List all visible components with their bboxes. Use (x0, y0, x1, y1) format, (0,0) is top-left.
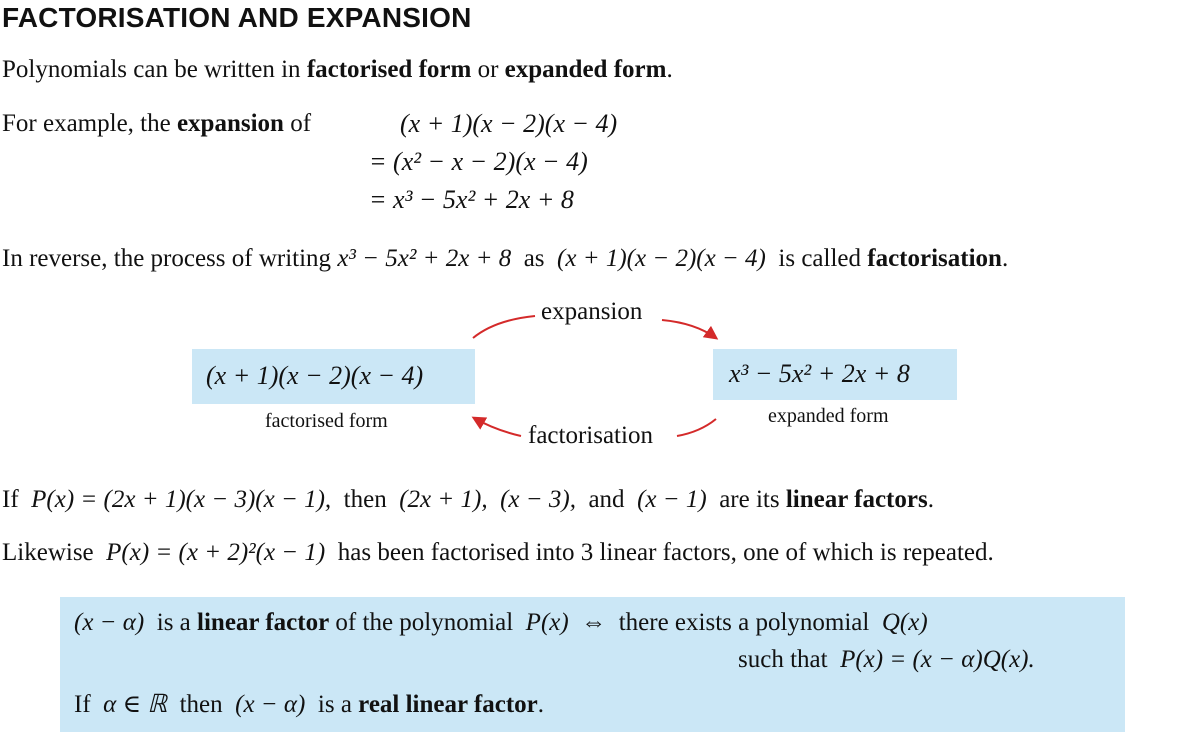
definition-eq: P(x) = (x − α)Q(x). (840, 646, 1035, 673)
definition-bold-real-linear-factor: real linear factor (358, 691, 538, 718)
linear-if: If (2, 486, 19, 513)
linear-factor-2: (x − 3), (500, 486, 576, 513)
expansion-label: expansion (541, 298, 643, 325)
definition-box (60, 597, 1125, 732)
intro-bold-expanded: expanded form (504, 56, 667, 83)
expanded-form-caption: expanded form (768, 405, 889, 427)
expansion-arrow-left-segment (473, 316, 535, 338)
intro-post: . (666, 56, 673, 83)
example-post: of (283, 110, 312, 137)
definition-alpha-in-reals: α ∈ ℝ (103, 691, 168, 718)
definition-is-a-2: is a (317, 691, 359, 718)
factorisation-arrow-icon (474, 418, 521, 436)
reverse-expr-expanded: x³ − 5x² + 2x + 8 (337, 245, 512, 272)
definition-factor: (x − α) (74, 609, 145, 636)
expansion-line-1: (x + 1)(x − 2)(x − 4) (400, 109, 618, 138)
expansion-line-3: = x³ − 5x² + 2x + 8 (369, 185, 574, 214)
reverse-pre: In reverse, the process of writing (2, 245, 338, 272)
linear-are: are its (719, 486, 786, 513)
reverse-called: is called (778, 245, 868, 272)
definition-post: . (537, 691, 544, 718)
example-pre: For example, the (2, 110, 177, 137)
definition-factor-2: (x − α) (235, 691, 306, 718)
definition-then: then (179, 691, 223, 718)
likewise-pre: Likewise (2, 539, 94, 566)
definition-if: If (74, 691, 91, 718)
definition-bold-linear-factor: linear factor (197, 609, 330, 636)
expanded-form-expr: x³ − 5x² + 2x + 8 (729, 359, 910, 388)
reverse-post: . (1001, 245, 1009, 272)
definition-line-2 (738, 646, 1035, 674)
factorised-form-caption: factorised form (265, 410, 388, 432)
definition-of: of the polynomial (329, 609, 514, 636)
linear-factors-text (2, 486, 934, 514)
definition-px: P(x) (525, 609, 569, 636)
intro-bold-factorised: factorised form (306, 56, 472, 83)
definition-is-a: is a (156, 609, 198, 636)
likewise-expr: P(x) = (x + 2)²(x − 1) (106, 539, 326, 566)
linear-p-expr: P(x) = (2x + 1)(x − 3)(x − 1), (31, 486, 332, 513)
factorisation-label: factorisation (528, 422, 653, 449)
reverse-expr-factorised: (x + 1)(x − 2)(x − 4) (557, 245, 766, 272)
linear-and: and (588, 486, 625, 513)
linear-bold: linear factors (785, 486, 928, 513)
expansion-arrow-icon (662, 320, 716, 338)
example-bold: expansion (176, 110, 284, 137)
likewise-post: has been factorised into 3 linear factors, one of which is repeated. (337, 539, 994, 566)
reverse-bold: factorisation (867, 245, 1002, 272)
factorised-form-expr: (x + 1)(x − 2)(x − 4) (206, 361, 424, 390)
definition-such-that: such that (738, 646, 828, 673)
linear-then: then (343, 486, 387, 513)
linear-post: . (927, 486, 934, 513)
iff-icon: ⇔ (581, 609, 607, 636)
linear-factor-3: (x − 1) (637, 486, 707, 513)
expansion-line-2: = (x² − x − 2)(x − 4) (369, 147, 588, 176)
definition-qx: Q(x) (881, 609, 928, 636)
intro-pre: Polynomials can be written in (2, 56, 307, 83)
definition-line-1 (74, 609, 928, 637)
linear-factor-1: (2x + 1), (399, 486, 488, 513)
definition-exists: there exists a polynomial (618, 609, 870, 636)
page-title: FACTORISATION AND EXPANSION (2, 2, 472, 33)
intro-mid: or (471, 56, 505, 83)
definition-line-3 (74, 689, 544, 719)
likewise-text (2, 539, 994, 567)
factorisation-arrow-right-segment (677, 419, 716, 436)
reverse-as: as (523, 245, 545, 272)
